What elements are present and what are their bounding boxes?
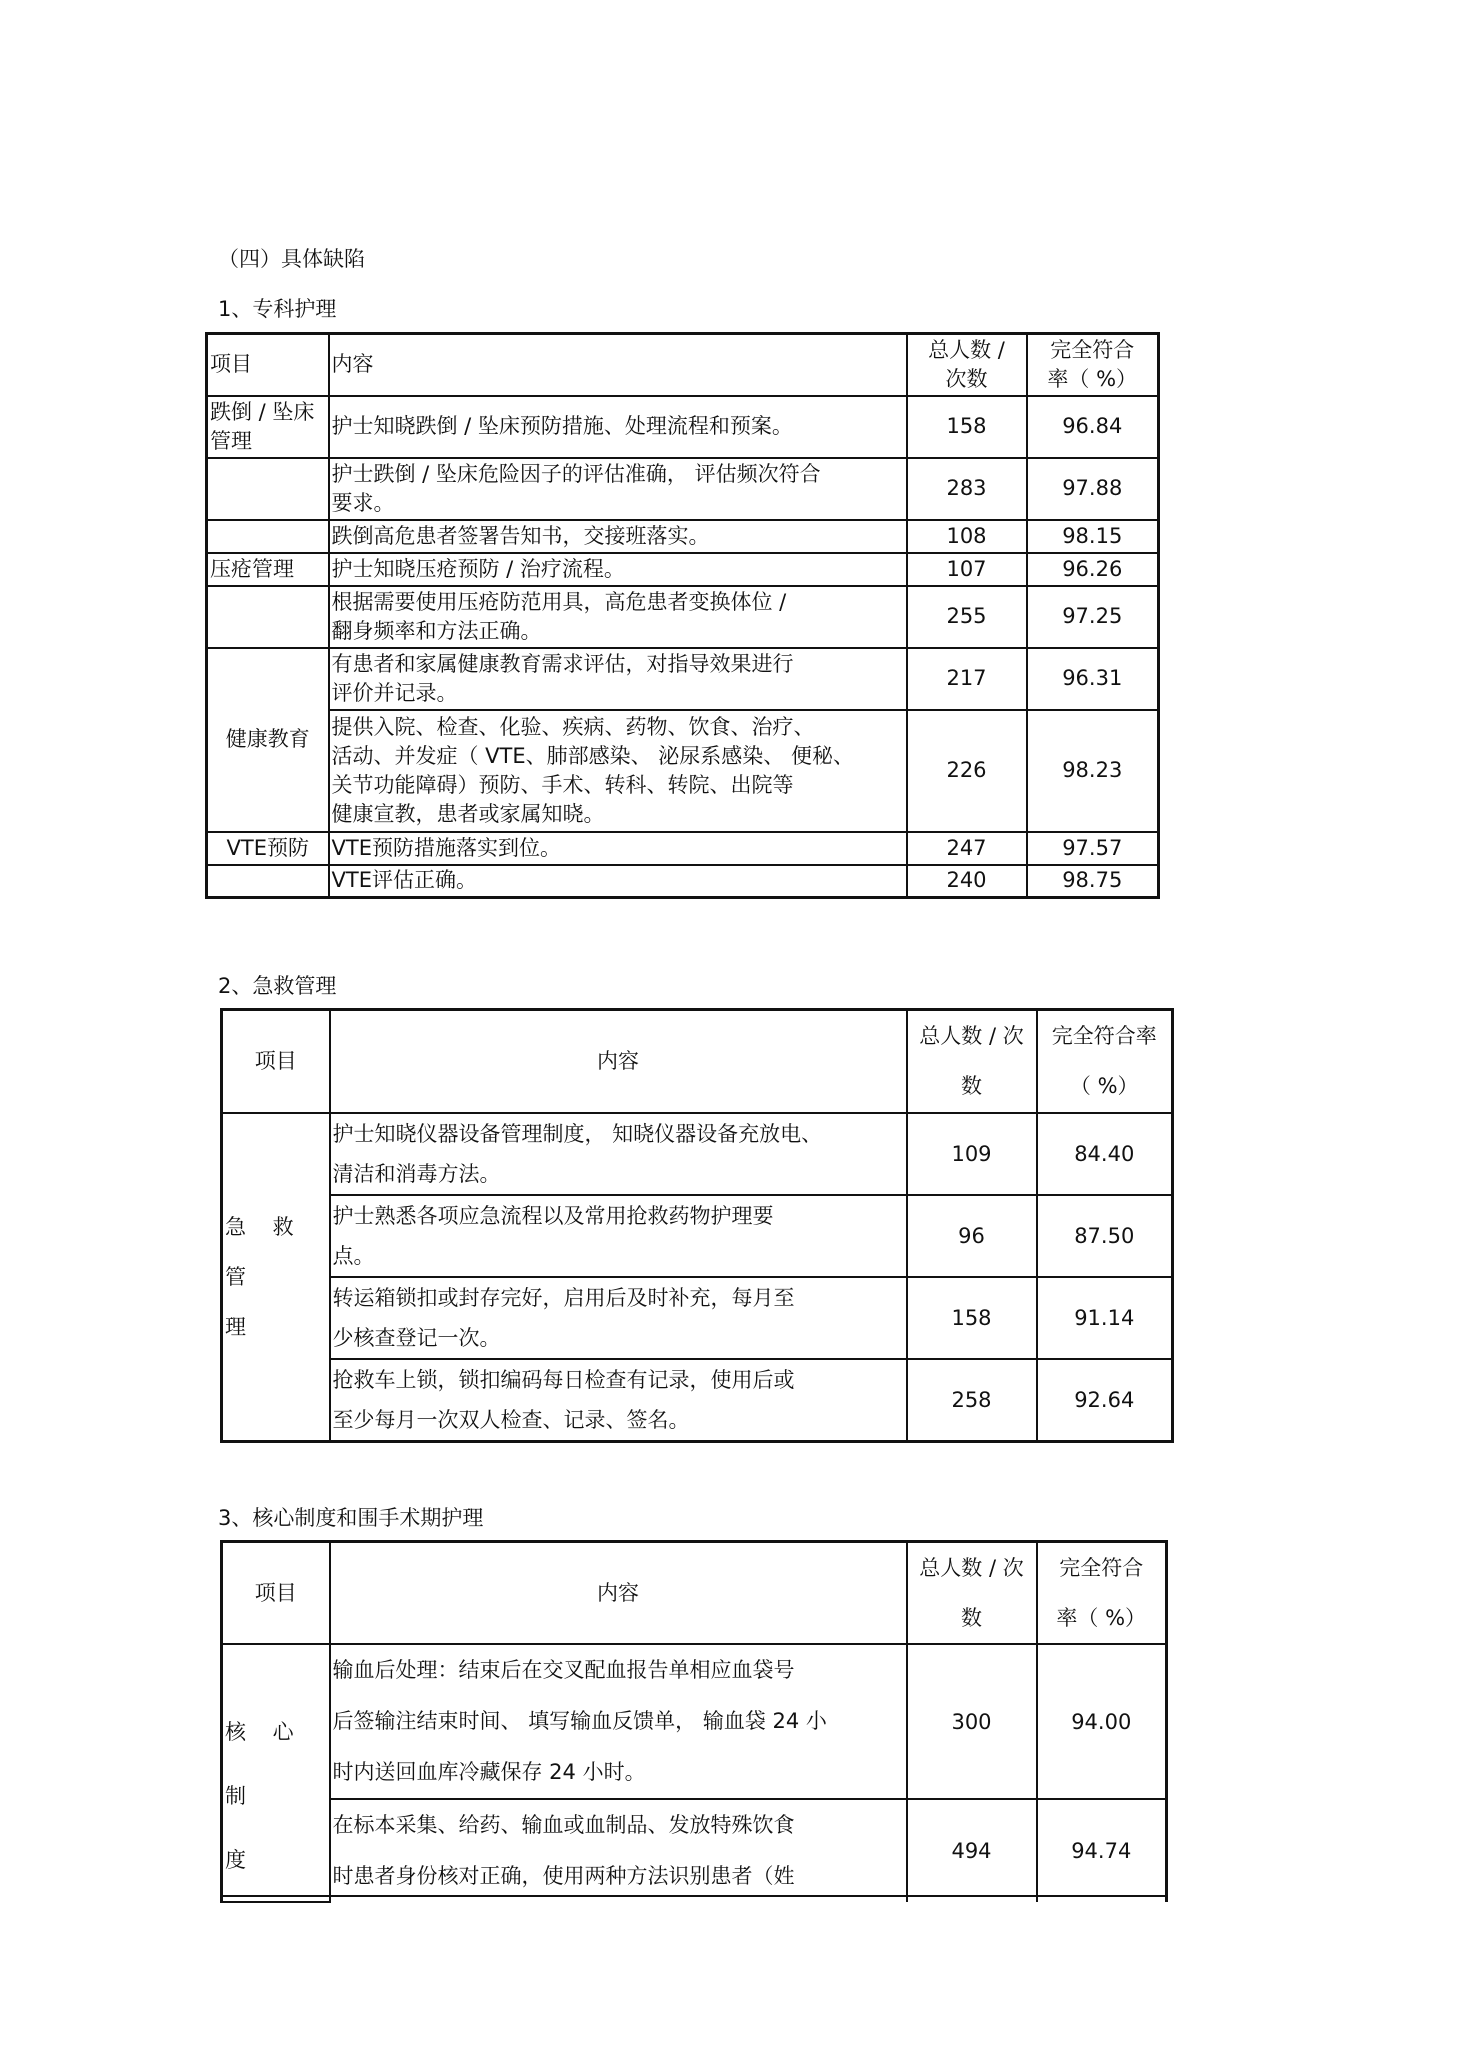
header-content: 内容: [330, 1542, 907, 1645]
row-content: 跌倒高危患者签署告知书，交接班落实。: [329, 520, 907, 553]
table-row: [222, 1359, 1173, 1442]
table2-heading: 2、急救管理: [218, 974, 337, 998]
row-count: 107: [907, 553, 1027, 586]
row-count: 283: [907, 458, 1027, 520]
row-rate: 97.88: [1027, 458, 1159, 520]
row-rate: 98.75: [1027, 865, 1159, 898]
row-count: 300: [907, 1644, 1037, 1799]
row-content: 在标本采集、给药、输血或血制品、发放特殊饮食 时患者身份核对正确，使用两种方法识别患者（姓: [330, 1799, 907, 1902]
table-row: [222, 1113, 1173, 1195]
row-count: 109: [907, 1113, 1037, 1195]
table-row: [207, 396, 1159, 458]
row-rate: 98.15: [1027, 520, 1159, 553]
row-item: VTE预防: [207, 832, 329, 865]
header-count: 总人数 / 次 数: [907, 1010, 1037, 1113]
table-row: [207, 648, 1159, 710]
core-system-table: [220, 1540, 1168, 1903]
row-content: 有患者和家属健康教育需求评估，对指导效果进行 评价并记录。: [329, 648, 907, 710]
row-item: 压疮管理: [207, 553, 329, 586]
header-item: 项目: [207, 334, 329, 396]
row-count: 240: [907, 865, 1027, 898]
header-count: 总人数 / 次数: [907, 334, 1027, 396]
row-count: 217: [907, 648, 1027, 710]
row-rate: 91.14: [1037, 1277, 1173, 1359]
table-header-row: [222, 1010, 1173, 1113]
row-item: 健康教育: [207, 648, 329, 832]
table-row: [207, 710, 1159, 832]
table-row: [207, 865, 1159, 898]
section-title: （四）具体缺陷: [218, 247, 365, 271]
row-rate: 97.57: [1027, 832, 1159, 865]
header-content: 内容: [330, 1010, 907, 1113]
table-row: [207, 520, 1159, 553]
header-rate: 完全符合 率（ %）: [1037, 1542, 1167, 1645]
table-row: [222, 1799, 1167, 1902]
table-bottom-edge: [220, 1895, 1168, 1897]
table-header-row: [222, 1542, 1167, 1645]
row-content: VTE评估正确。: [329, 865, 907, 898]
row-rate: 96.84: [1027, 396, 1159, 458]
row-count: 258: [907, 1359, 1037, 1442]
header-item: 项目: [222, 1542, 330, 1645]
group-label: 急 救 管 理: [222, 1113, 330, 1442]
row-content: 护士跌倒 / 坠床危险因子的评估准确， 评估频次符合 要求。: [329, 458, 907, 520]
row-rate: 98.23: [1027, 710, 1159, 832]
header-item: 项目: [222, 1010, 330, 1113]
row-count: 494: [907, 1799, 1037, 1902]
emergency-management-table: [220, 1008, 1174, 1443]
header-count: 总人数 / 次 数: [907, 1542, 1037, 1645]
row-rate: 87.50: [1037, 1195, 1173, 1277]
row-rate: 84.40: [1037, 1113, 1173, 1195]
row-count: 96: [907, 1195, 1037, 1277]
row-item: [207, 458, 329, 520]
table-row: [222, 1277, 1173, 1359]
table-row: [207, 458, 1159, 520]
table-header-row: [207, 334, 1159, 396]
row-content: 转运箱锁扣或封存完好，启用后及时补充，每月至 少核查登记一次。: [330, 1277, 907, 1359]
row-count: 226: [907, 710, 1027, 832]
row-count: 255: [907, 586, 1027, 648]
row-item: [207, 865, 329, 898]
row-count: 158: [907, 396, 1027, 458]
table-row: [222, 1644, 1167, 1799]
table-row: [222, 1195, 1173, 1277]
row-rate: 94.00: [1037, 1644, 1167, 1799]
row-content: 输血后处理：结束后在交叉配血报告单相应血袋号 后签输注结束时间、 填写输血反馈单， 输血袋 24 小 时内送回血库冷藏保存 24 小时。: [330, 1644, 907, 1799]
row-content: 护士熟悉各项应急流程以及常用抢救药物护理要 点。: [330, 1195, 907, 1277]
table-row: [207, 832, 1159, 865]
table3-heading: 3、核心制度和围手术期护理: [218, 1506, 484, 1530]
row-rate: 96.31: [1027, 648, 1159, 710]
row-item: [207, 520, 329, 553]
header-rate: 完全符合率 （ %）: [1037, 1010, 1173, 1113]
header-rate: 完全符合 率（ %）: [1027, 334, 1159, 396]
row-content: 提供入院、检查、化验、疾病、药物、饮食、治疗、 活动、并发症（ VTE、肺部感染、 泌尿系感染、 便秘、 关节功能障碍）预防、手术、转科、转院、出院等 健康宣教，患者或家属知晓。: [329, 710, 907, 832]
row-count: 247: [907, 832, 1027, 865]
table1-heading: 1、专科护理: [218, 297, 337, 321]
row-rate: 94.74: [1037, 1799, 1167, 1902]
row-content: 根据需要使用压疮防范用具，高危患者变换体位 / 翻身频率和方法正确。: [329, 586, 907, 648]
row-item: 跌倒 / 坠床 管理: [207, 396, 329, 458]
row-rate: 92.64: [1037, 1359, 1173, 1442]
row-content: 护士知晓仪器设备管理制度， 知晓仪器设备充放电、 清洁和消毒方法。: [330, 1113, 907, 1195]
table-row: [207, 553, 1159, 586]
row-count: 158: [907, 1277, 1037, 1359]
row-content: VTE预防措施落实到位。: [329, 832, 907, 865]
header-content: 内容: [329, 334, 907, 396]
row-rate: 97.25: [1027, 586, 1159, 648]
group-label: 核 心 制 度: [222, 1644, 330, 1902]
table-row: [207, 586, 1159, 648]
row-content: 护士知晓压疮预防 / 治疗流程。: [329, 553, 907, 586]
specialty-nursing-table: [205, 332, 1160, 899]
row-count: 108: [907, 520, 1027, 553]
row-rate: 96.26: [1027, 553, 1159, 586]
row-content: 护士知晓跌倒 / 坠床预防措施、处理流程和预案。: [329, 396, 907, 458]
row-content: 抢救车上锁，锁扣编码每日检查有记录，使用后或 至少每月一次双人检查、记录、签名。: [330, 1359, 907, 1442]
row-item: [207, 586, 329, 648]
